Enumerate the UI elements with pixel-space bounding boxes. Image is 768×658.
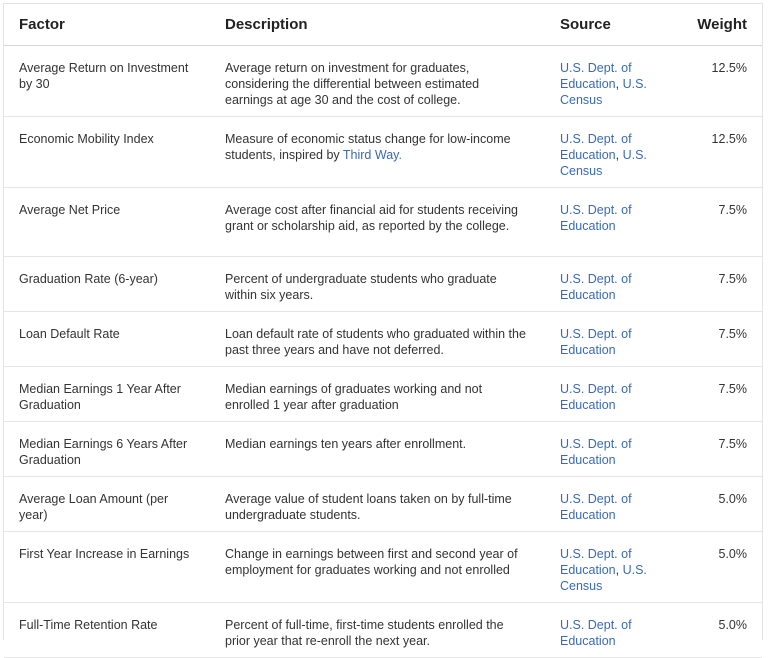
table-row: [4, 366, 762, 421]
weight-cell: 5.0%: [657, 476, 762, 531]
description-cell: Change in earnings between first and second year of employment for graduates working and not enrolled: [210, 531, 545, 602]
description-cell: Average return on investment for graduates, considering the differential between estimated earnings at age 30 and the cost of college.: [210, 45, 545, 116]
factor-cell: Median Earnings 1 Year After Graduation: [4, 366, 210, 421]
table-row: [4, 531, 762, 602]
factor-cell: Average Return on Investment by 30: [4, 45, 210, 116]
column-header-weight: Weight: [657, 4, 762, 45]
third-way-link[interactable]: Third Way.: [342, 147, 402, 162]
source-cell: [545, 366, 657, 421]
table-row: [4, 602, 762, 657]
weight-cell: 7.5%: [657, 366, 762, 421]
weight-cell: 5.0%: [657, 531, 762, 602]
source-link-education[interactable]: U.S. Dept. of Education: [560, 202, 632, 233]
table-row: [4, 476, 762, 531]
source-link-census[interactable]: U.S. Census: [560, 147, 647, 178]
table-row: [4, 45, 762, 116]
table-header: [4, 4, 762, 45]
description-cell: Percent of full-time, first-time students enrolled the prior year that re-enroll the next year.: [210, 602, 545, 657]
weight-cell: 12.5%: [657, 45, 762, 116]
source-cell: [545, 45, 657, 116]
source-separator: ,: [615, 76, 623, 91]
source-link-census[interactable]: U.S. Census: [560, 76, 647, 107]
description-cell: Median earnings of graduates working and not enrolled 1 year after graduation: [210, 366, 545, 421]
weight-cell: 7.5%: [657, 311, 762, 366]
weight-cell: 7.5%: [657, 256, 762, 311]
header-row: [4, 4, 762, 45]
table-body: [4, 45, 762, 657]
factor-cell: First Year Increase in Earnings: [4, 531, 210, 602]
source-cell: [545, 116, 657, 187]
methodology-table-container: [3, 3, 763, 648]
source-link-education[interactable]: U.S. Dept. of Education: [560, 131, 632, 162]
column-header-description: Description: [210, 4, 545, 45]
weight-cell: 5.0%: [657, 602, 762, 657]
description-cell: Average value of student loans taken on by full-time undergraduate students.: [210, 476, 545, 531]
source-link-education[interactable]: U.S. Dept. of Education: [560, 381, 632, 412]
factor-cell: Graduation Rate (6-year): [4, 256, 210, 311]
factor-cell: Loan Default Rate: [4, 311, 210, 366]
source-link-education[interactable]: U.S. Dept. of Education: [560, 436, 632, 467]
table-row: [4, 187, 762, 256]
description-cell: Median earnings ten years after enrollment.: [210, 421, 545, 476]
source-cell: [545, 311, 657, 366]
source-cell: [545, 602, 657, 657]
factor-cell: Economic Mobility Index: [4, 116, 210, 187]
table-row: [4, 256, 762, 311]
source-separator: ,: [615, 562, 623, 577]
source-link-census[interactable]: U.S. Census: [560, 562, 647, 593]
source-cell: [545, 187, 657, 256]
table-row: [4, 421, 762, 476]
description-cell: Percent of undergraduate students who graduate within six years.: [210, 256, 545, 311]
description-cell: Average cost after financial aid for students receiving grant or scholarship aid, as reported by the college.: [210, 187, 545, 256]
source-separator: ,: [615, 147, 623, 162]
description-cell: [210, 116, 545, 187]
factor-cell: Average Loan Amount (per year): [4, 476, 210, 531]
weight-cell: 7.5%: [657, 421, 762, 476]
source-cell: [545, 421, 657, 476]
source-link-education[interactable]: U.S. Dept. of Education: [560, 271, 632, 302]
table-row: [4, 116, 762, 187]
description-text: Measure of economic status change for low-income students, inspired by: [225, 131, 511, 162]
source-link-education[interactable]: U.S. Dept. of Education: [560, 546, 632, 577]
factor-cell: Median Earnings 6 Years After Graduation: [4, 421, 210, 476]
weight-cell: 7.5%: [657, 187, 762, 256]
source-link-education[interactable]: U.S. Dept. of Education: [560, 326, 632, 357]
column-header-factor: Factor: [4, 4, 210, 45]
methodology-table: [4, 4, 762, 658]
column-header-source: Source: [545, 4, 657, 45]
source-link-education[interactable]: U.S. Dept. of Education: [560, 617, 632, 648]
table-row: [4, 311, 762, 366]
source-cell: [545, 531, 657, 602]
weight-cell: 12.5%: [657, 116, 762, 187]
factor-cell: Full-Time Retention Rate: [4, 602, 210, 657]
description-cell: Loan default rate of students who graduated within the past three years and have not deferred.: [210, 311, 545, 366]
factor-cell: Average Net Price: [4, 187, 210, 256]
source-cell: [545, 476, 657, 531]
source-cell: [545, 256, 657, 311]
source-link-education[interactable]: U.S. Dept. of Education: [560, 491, 632, 522]
source-link-education[interactable]: U.S. Dept. of Education: [560, 60, 632, 91]
